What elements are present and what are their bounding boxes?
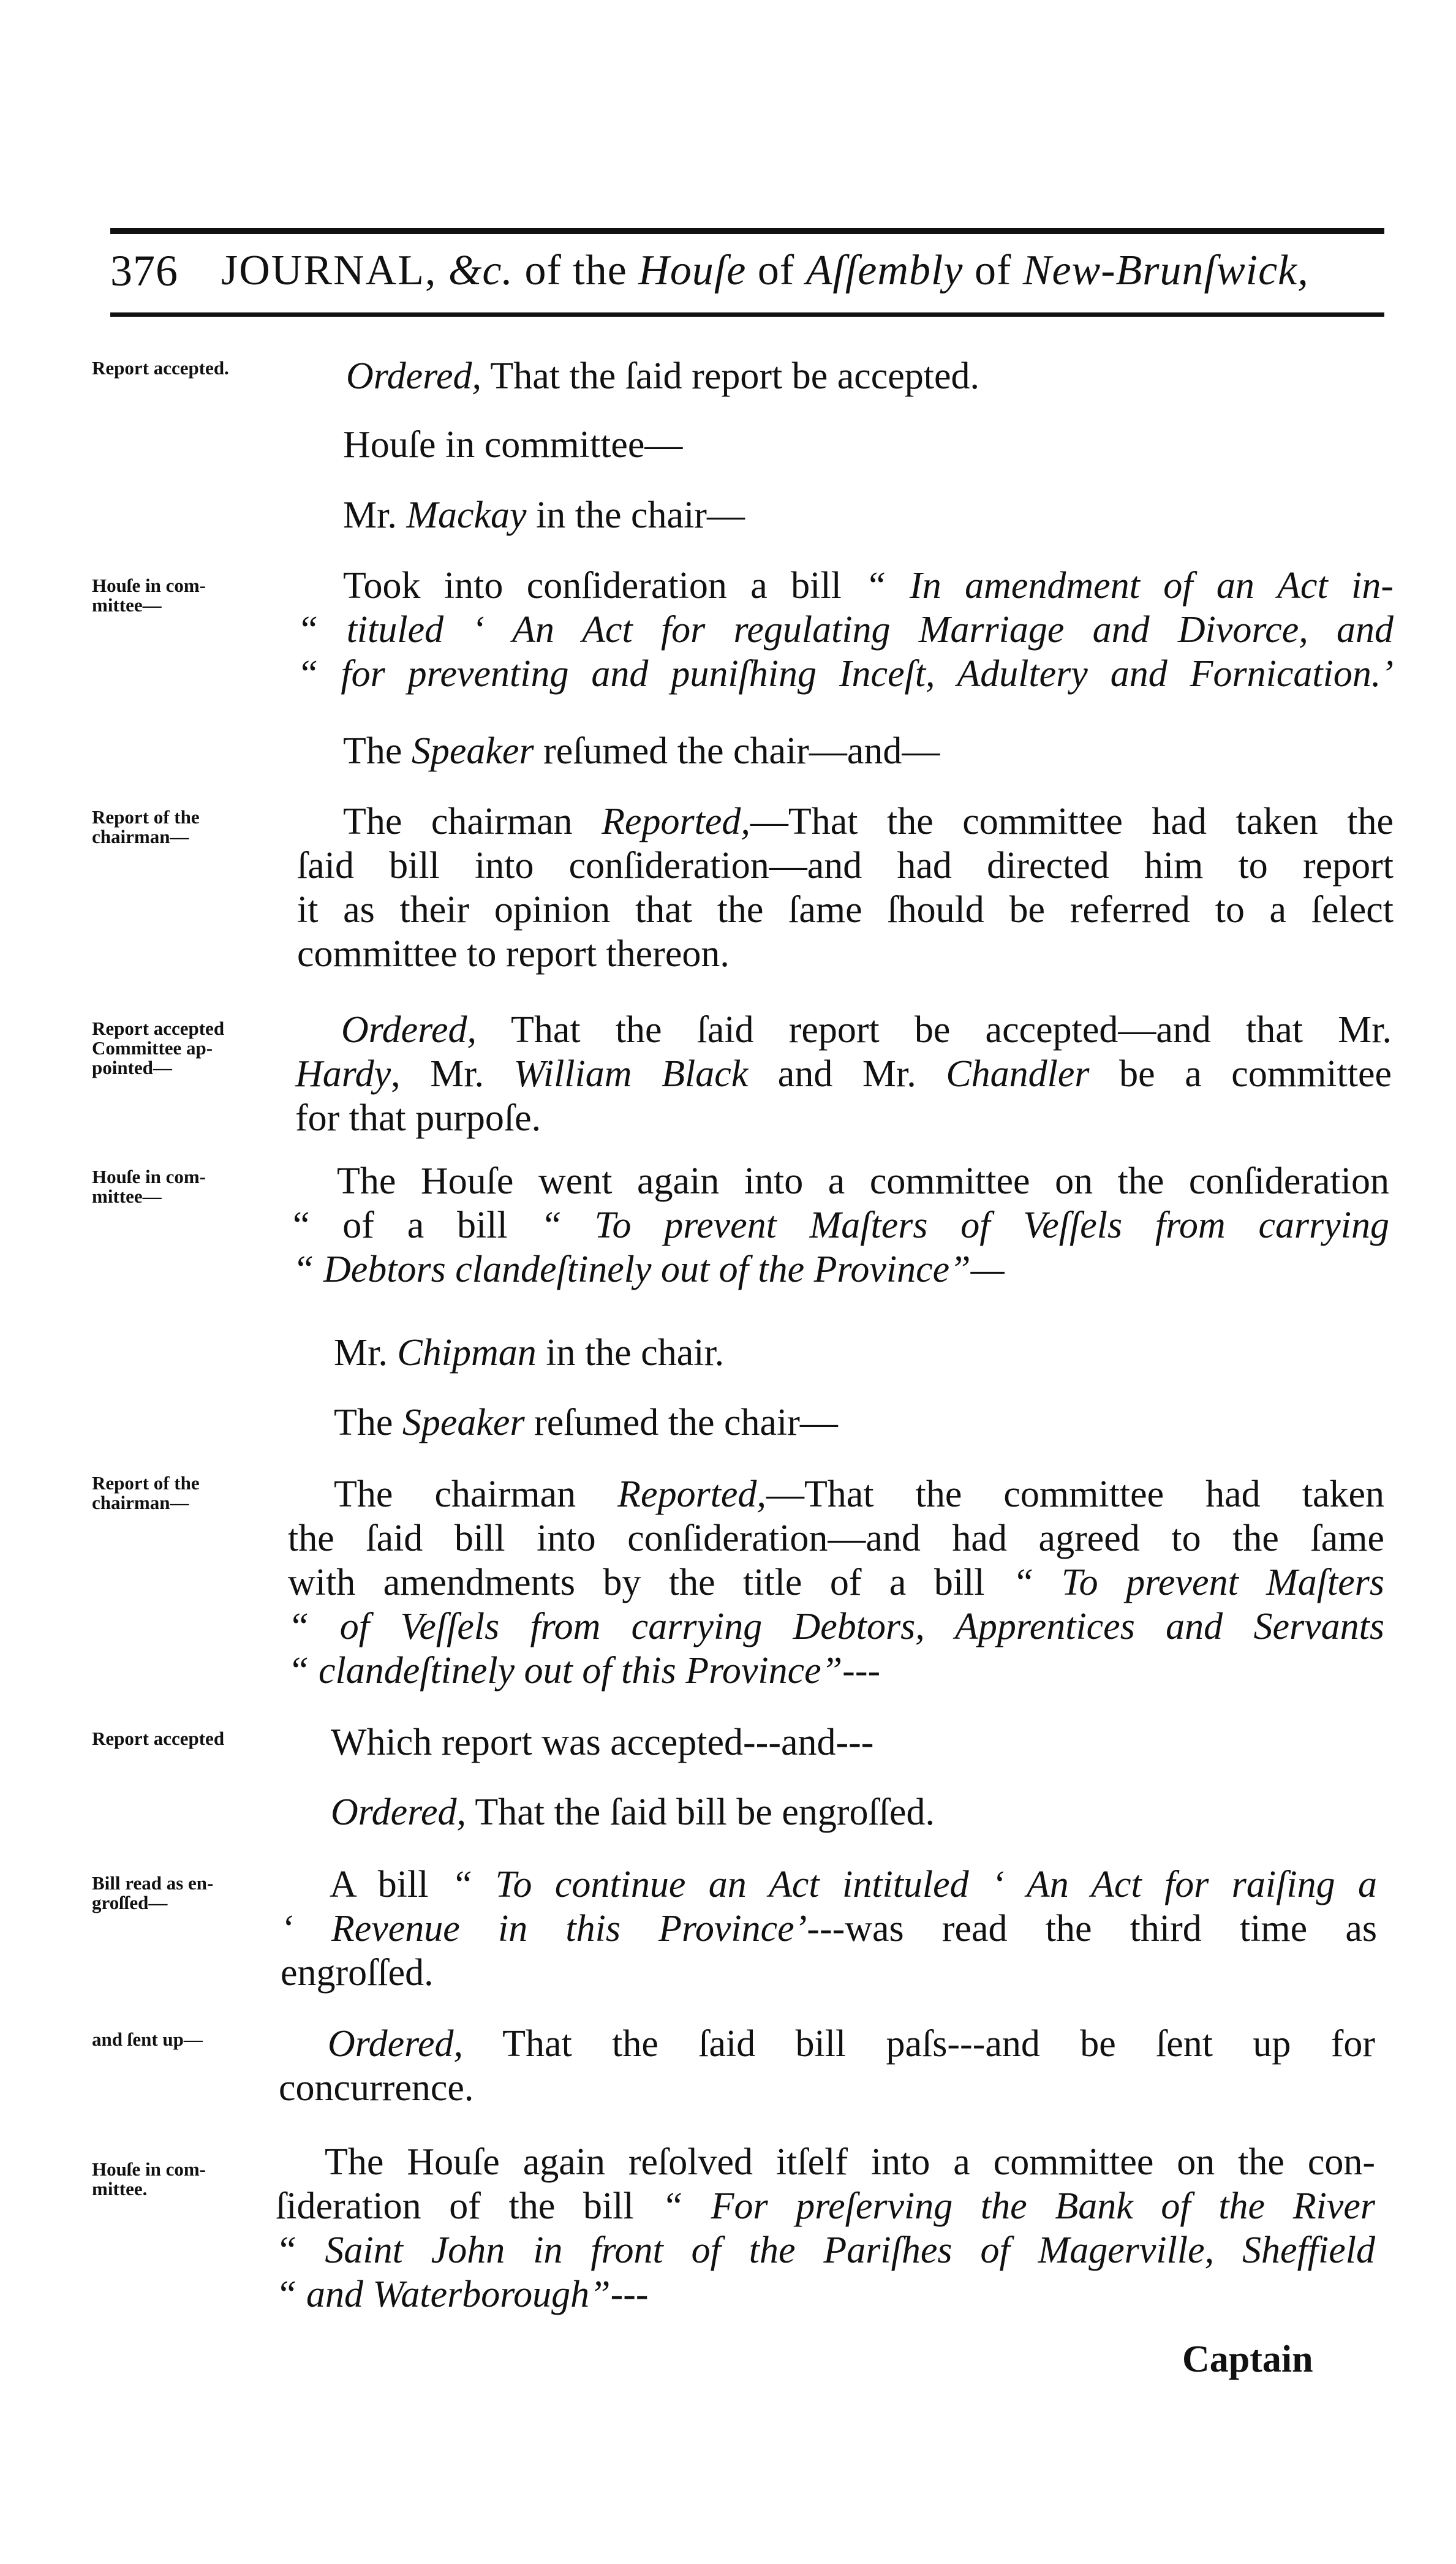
text-run: Mr. (343, 494, 407, 536)
margin-note: Report of the chairman— (92, 806, 200, 847)
text-run: in the chair. (536, 1332, 725, 1374)
paragraph (276, 2140, 1375, 2316)
margin-note: Report accepted. (92, 357, 229, 379)
italic-text: ‘ Revenue in this Province’ (281, 1908, 807, 1949)
paragraph (295, 1008, 1392, 1140)
italic-text: “ To continue an Act intituled ‘ An Act for raiſing a (451, 1864, 1377, 1905)
text-line: The Houſe went again into a committee on the conſideration (337, 1160, 1389, 1202)
margin-note: and ſent up— (92, 2029, 203, 2050)
text-run: That the ſaid report be accepted. (481, 355, 980, 397)
running-header (110, 234, 1390, 308)
italic-text: Speaker (402, 1402, 525, 1443)
header-house: Houſe (638, 247, 747, 294)
text-line: committee to report thereon. (297, 933, 730, 975)
margin-note: Bill read as en- groſſed— (92, 1872, 214, 1913)
text-run: with amendments by the title of a bill (288, 1562, 1013, 1603)
margin-note: Houſe in com- mittee— (92, 575, 206, 616)
italic-text: Reported, (602, 801, 750, 842)
text-line: it as their opinion that the ſame ſhould be referred to a ſelect (297, 889, 1394, 931)
text-line: for that purpoſe. (295, 1097, 541, 1139)
italic-text: “ To prevent Maſters of Veſſels from carrying (540, 1204, 1389, 1246)
italic-text: Speaker (411, 730, 534, 772)
text-run: —That the committee had taken (766, 1473, 1385, 1515)
journal-title: JOURNAL, (221, 247, 437, 294)
header-assembly: Aſſembly (805, 247, 964, 294)
italic-text: “ tituled ‘ An Act for regulating Marriage and Divorce, and (297, 609, 1394, 651)
paragraph (343, 423, 682, 467)
page-number: 376 (110, 246, 178, 295)
paragraph (331, 1790, 935, 1834)
text-run: That the ſaid bill be engroſſed. (466, 1791, 935, 1833)
text-run: The (334, 1402, 402, 1443)
text-line: Houſe in committee— (343, 424, 683, 466)
text-run: reſumed the chair— (524, 1402, 838, 1443)
paragraph (279, 2022, 1375, 2110)
text-run: —That the committee had taken the (750, 801, 1394, 842)
paragraph (293, 1159, 1389, 1291)
margin-note: Report of the chairman— (92, 1472, 200, 1513)
paragraph (334, 1401, 838, 1445)
text-run: That the ſaid report be accepted—and that Mr. (476, 1009, 1392, 1051)
paragraph (334, 1331, 724, 1375)
italic-text: William Black (513, 1053, 749, 1095)
text-run: ſideration of the bill (276, 2185, 662, 2227)
text-run: and Mr. (748, 1053, 946, 1095)
paragraph (343, 729, 940, 773)
italic-text: “ In amendment of an Act in- (865, 565, 1394, 607)
italic-text: Hardy (295, 1053, 391, 1095)
header-of-2: of (974, 247, 1012, 294)
margin-note: Report accepted Committee ap- pointed— (92, 1018, 225, 1078)
text-line: the ſaid bill into conſideration—and had agreed to the ſame (288, 1518, 1384, 1559)
text-run: Took into conſideration a bill (343, 565, 866, 607)
italic-text: Ordered, (341, 1009, 477, 1051)
italic-text: Ordered, (346, 355, 481, 397)
paragraph (346, 354, 979, 398)
paragraph (343, 493, 745, 537)
text-run: The chairman (334, 1473, 618, 1515)
text-run: That the ſaid bill paſs---and be ſent up for (462, 2023, 1375, 2065)
header-etc: &c. (448, 247, 513, 294)
text-line: Which report was accepted---and--- (331, 1722, 874, 1763)
text-run: Mr. (334, 1332, 398, 1374)
header-of-the: of the (524, 247, 627, 294)
paragraph (297, 800, 1394, 976)
italic-text: Chandler (946, 1053, 1090, 1095)
text-run: The chairman (343, 801, 602, 842)
text-run: “ of a bill (293, 1204, 541, 1246)
margin-note: Houſe in com- mittee. (92, 2158, 206, 2199)
italic-text: “ Saint John in front of the Pariſhes of Magerville, Sheffield (276, 2229, 1375, 2271)
italic-text: Ordered, (328, 2023, 463, 2065)
text-line: concurrence. (279, 2067, 474, 2109)
text-run: The (343, 730, 412, 772)
text-line: engroſſed. (281, 1952, 434, 1994)
margin-note: Houſe in com- mittee— (92, 1166, 206, 1207)
paragraph (288, 1472, 1384, 1693)
italic-text: “ For preſerving the Bank of the River (662, 2185, 1376, 2227)
text-run: reſumed the chair—and— (534, 730, 940, 772)
text-run: A bill (330, 1864, 451, 1905)
italic-text: Chipman (397, 1332, 537, 1374)
header-province: New-Brunſwick, (1022, 247, 1309, 294)
italic-text: “ of Veſſels from carrying Debtors, Apprentices and Servants (288, 1606, 1384, 1647)
text-line: The Houſe again reſolved itſelf into a committee on the con- (325, 2141, 1375, 2183)
paragraph (281, 1862, 1377, 1995)
italic-text: “ clandeſtinely out of this Province”--- (288, 1650, 881, 1692)
text-run: , Mr. (391, 1053, 514, 1095)
text-run: ---was read the third time as (807, 1908, 1377, 1949)
text-run: in the chair— (526, 494, 745, 536)
italic-text: Reported, (617, 1473, 766, 1515)
margin-note: Report accepted (92, 1728, 225, 1749)
italic-text: Mackay (406, 494, 527, 536)
text-line: ſaid bill into conſideration—and had directed him to report (297, 845, 1394, 887)
italic-text: “ for preventing and puniſhing Inceſt, Adultery and Fornication.’ (297, 653, 1394, 695)
header-of: of (757, 247, 795, 294)
header-rule-bottom (110, 312, 1384, 317)
italic-text: Ordered, (331, 1791, 466, 1833)
header-rule-top (110, 228, 1384, 234)
paragraph (331, 1720, 873, 1764)
italic-text: “ To prevent Maſters (1012, 1562, 1384, 1603)
italic-text: “ and Waterborough”--- (276, 2274, 649, 2315)
catchword: Captain (1182, 2339, 1313, 2380)
paragraph (297, 564, 1394, 696)
italic-text: “ Debtors clandeſtinely out of the Province”— (293, 1249, 1005, 1290)
text-run: be a committee (1089, 1053, 1392, 1095)
